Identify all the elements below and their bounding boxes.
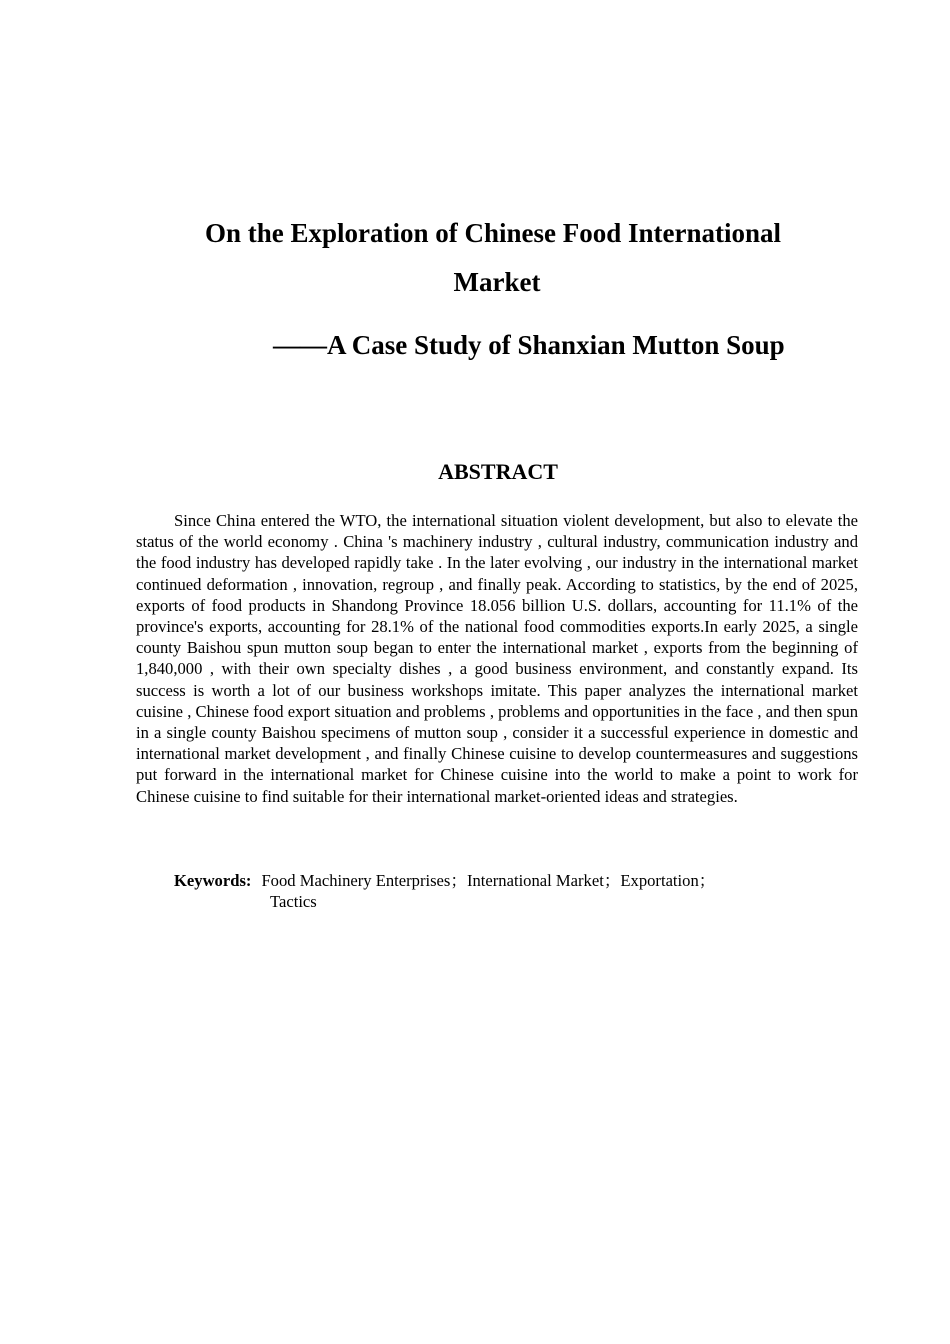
keywords-list-line-1: Food Machinery Enterprises；International Market；Exportation； xyxy=(261,871,716,890)
keywords-block xyxy=(174,870,814,912)
keywords-list-line-2: Tactics xyxy=(270,892,317,912)
keywords-label: Keywords: xyxy=(174,871,252,890)
paper-title-line-1: On the Exploration of Chinese Food International xyxy=(205,218,782,248)
abstract-body: Since China entered the WTO, the international situation violent development, but also to elevate the status of the world economy . China 's machinery industry , cultural industry, communication industry and the food industry has developed rapidly take . In the later evolving , our industry in the international market continued deformation , innovation, regroup , and finally peak. According to statistics, by the end of 2025, exports of food products in Shandong Province 18.056 billion U.S. dollars, accounting for 11.1% of the province's exports, accounting for 28.1% of the national food commodities exports.In early 2025, a single county Baishou spun mutton soup began to enter the international market , exports from the beginning of 1,840,000 , with their own specialty dishes , a good business environment, and constantly expand. Its success is worth a lot of our business workshops imitate. This paper analyzes the international market cuisine , Chinese food export situation and problems , problems and opportunities in the face , and then spun in a single county Baishou specimens of mutton soup , consider it a successful experience in domestic and international market development , and finally Chinese cuisine to develop countermeasures and suggestions put forward in the international market for Chinese cuisine into the world to make a point to work for Chinese cuisine to find suitable for their international market-oriented ideas and strategies. xyxy=(136,511,858,806)
paper-title-line-2: Market xyxy=(453,267,541,297)
paper-subtitle: ——A Case Study of Shanxian Mutton Soup xyxy=(273,330,785,360)
abstract-heading: ABSTRACT xyxy=(438,459,558,484)
